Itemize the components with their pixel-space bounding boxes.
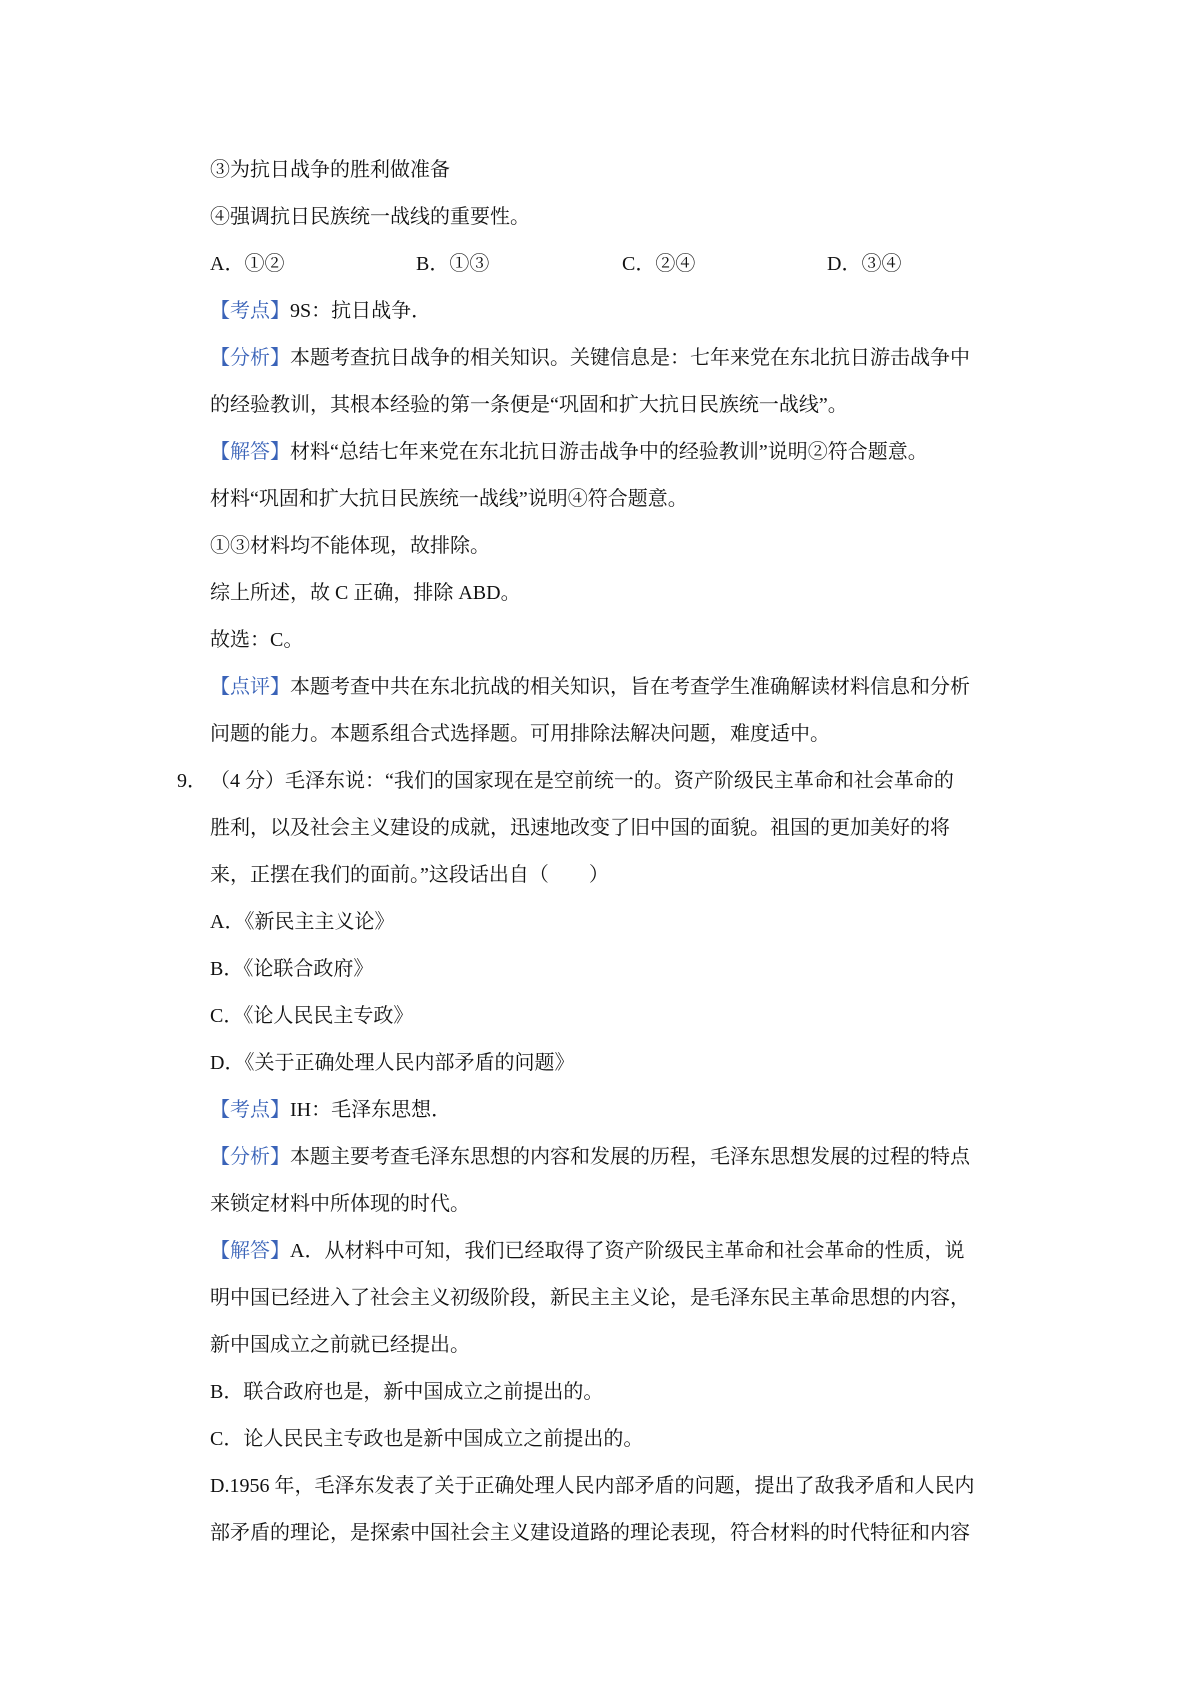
answer-option-c: C．②④ [622,253,696,275]
jieda-line: 故选：C。 [210,629,304,651]
jieda-line: 新中国成立之前就已经提出。 [210,1334,470,1356]
question-option-d: D．《关于正确处理人民内部矛盾的问题》 [210,1052,575,1074]
jieda-line: 材料“总结七年来党在东北抗日游击战争中的经验教训”说明②符合题意。 [290,441,928,463]
jieda-line: B．联合政府也是，新中国成立之前提出的。 [210,1381,604,1403]
dianping-line: 问题的能力。本题系组合式选择题。可用排除法解决问题，难度适中。 [210,723,830,745]
fenxi-section [210,1139,1030,1175]
question-stem-line: 胜利，以及社会主义建设的成就，迅速地改变了旧中国的面貌。祖国的更加美好的将 [210,817,950,839]
fenxi-line: 的经验教训，其根本经验的第一条便是“巩固和扩大抗日民族统一战线”。 [210,394,848,416]
jieda-line: 明中国已经进入了社会主义初级阶段，新民主主义论，是毛泽东民主革命思想的内容， [210,1287,970,1309]
jieda-tag: 【解答】 [210,1240,290,1262]
jieda-tag: 【解答】 [210,441,290,463]
fenxi-section [210,340,1030,376]
dianping-section [210,669,1030,705]
question-option-c: C．《论人民民主专政》 [210,1005,414,1027]
jieda-line: D.1956 年，毛泽东发表了关于正确处理人民内部矛盾的问题，提出了敌我矛盾和人民内 [210,1475,975,1497]
jieda-line: 综上所述，故 C 正确，排除 ABD。 [210,582,521,604]
jieda-section [210,434,1030,470]
kaodian-section [210,293,1030,329]
jieda-line: A．从材料中可知，我们已经取得了资产阶级民主革命和社会革命的性质，说 [290,1240,965,1262]
kaodian-section [210,1092,1030,1128]
kaodian-text: 9S：抗日战争． [290,300,432,322]
fenxi-line: 本题主要考查毛泽东思想的内容和发展的历程，毛泽东思想发展的过程的特点 [290,1146,970,1168]
jieda-line: ①③材料均不能体现，故排除。 [210,535,490,557]
option-item-3: ③为抗日战争的胜利做准备 [210,159,450,181]
fenxi-tag: 【分析】 [210,347,290,369]
question-option-a: A．《新民主主义论》 [210,911,395,933]
question-9-stem [177,763,997,799]
fenxi-tag: 【分析】 [210,1146,290,1168]
jieda-line: 材料“巩固和扩大抗日民族统一战线”说明④符合题意。 [210,488,688,510]
kaodian-tag: 【考点】 [210,1099,290,1121]
question-number: 9． [177,770,207,792]
option-item-4: ④强调抗日民族统一战线的重要性。 [210,206,530,228]
question-stem-line: （4 分）毛泽东说：“我们的国家现在是空前统一的。资产阶级民主革命和社会革命的 [210,770,954,792]
fenxi-line: 来锁定材料中所体现的时代。 [210,1193,470,1215]
question-stem-line: 来，正摆在我们的面前。”这段话出自（ ） [210,864,609,886]
jieda-line: C．论人民民主专政也是新中国成立之前提出的。 [210,1428,644,1450]
question-option-b: B．《论联合政府》 [210,958,374,980]
answer-option-d: D．③④ [827,253,902,275]
jieda-section [210,1233,1030,1269]
jieda-line: 部矛盾的理论，是探索中国社会主义建设道路的理论表现，符合材料的时代特征和内容 [210,1522,970,1544]
answer-options-row [210,246,1030,282]
dianping-line: 本题考查中共在东北抗战的相关知识，旨在考查学生准确解读材料信息和分析 [290,676,970,698]
answer-option-b: B．①③ [416,253,490,275]
answer-option-a: A．①② [210,253,285,275]
kaodian-tag: 【考点】 [210,300,290,322]
fenxi-line: 本题考查抗日战争的相关知识。关键信息是：七年来党在东北抗日游击战争中 [290,347,970,369]
kaodian-text: IH：毛泽东思想． [290,1099,452,1121]
dianping-tag: 【点评】 [210,676,290,698]
